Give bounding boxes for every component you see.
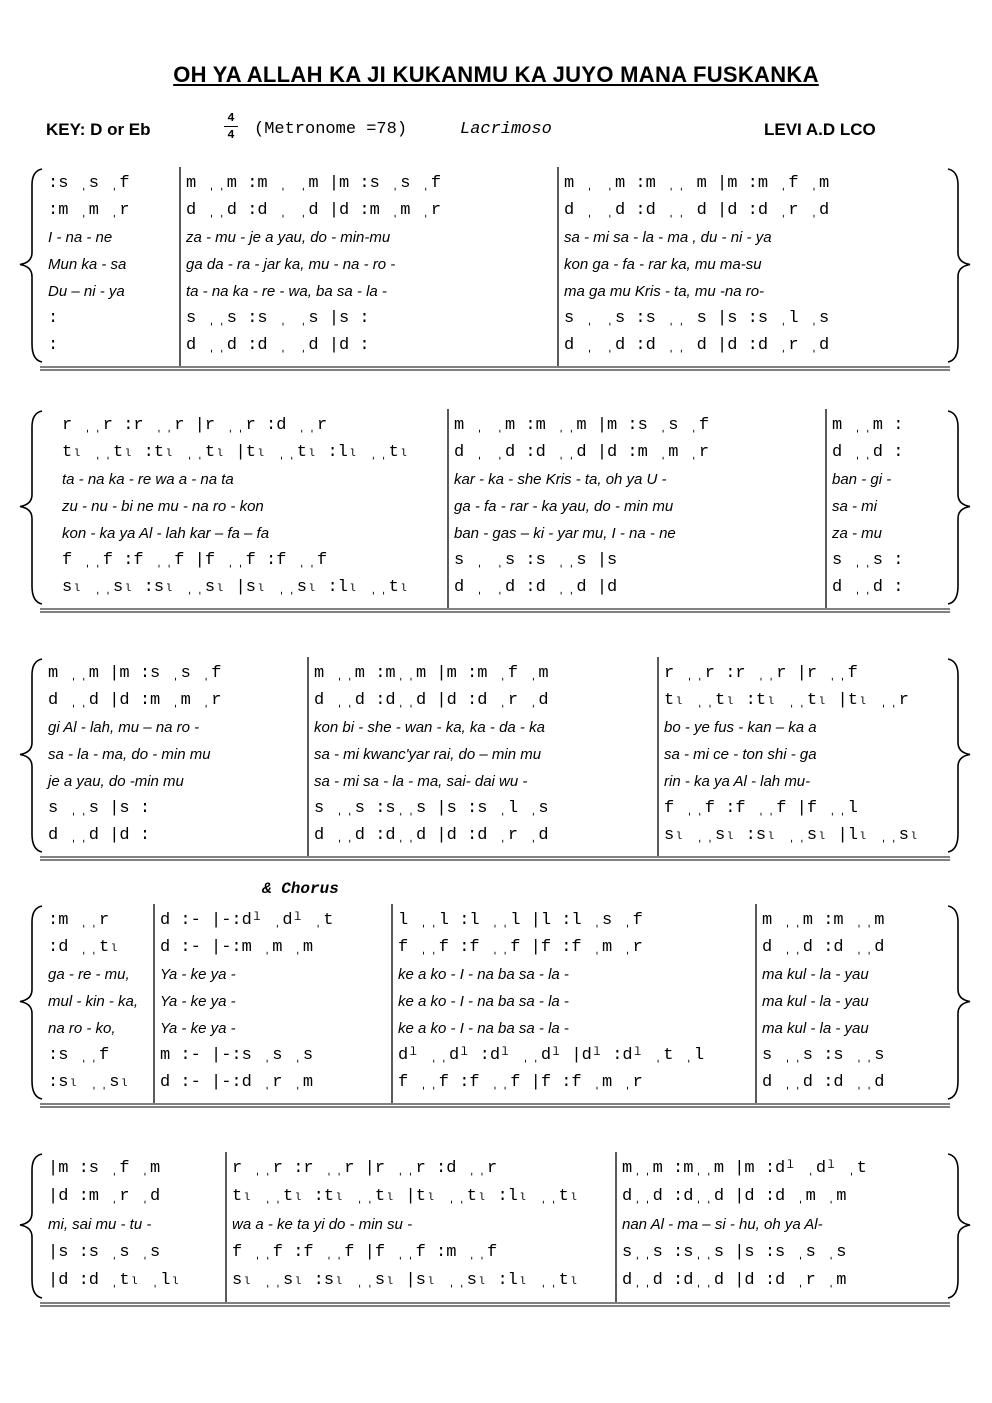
left-brace: [20, 906, 42, 1099]
lyric-line: gi Al - lah, mu – na ro -: [48, 719, 200, 736]
lyric-line: na ro - ko,: [48, 1020, 116, 1037]
sol-fa-notes: d ˌˌd :d ˌ ˌd |d :m ˌm ˌr: [186, 201, 442, 220]
sol-fa-notes: r ˌˌr :r ˌˌr |r ˌˌf: [664, 664, 858, 683]
sol-fa-notes: |d :m ˌr ˌd: [48, 1187, 161, 1206]
lyric-line: ma kul - la - yau: [762, 966, 869, 983]
sol-fa-notes: d ˌˌd :dˌˌd |d :d ˌr ˌd: [314, 691, 549, 710]
sol-fa-notes: s ˌ ˌs :s ˌˌ s |s :s ˌl ˌs: [564, 309, 830, 328]
lyric-line: ban - gi -: [832, 471, 892, 488]
time-signature-line: [224, 126, 238, 127]
left-brace: [20, 411, 42, 604]
sol-fa-notes: s ˌˌs :: [832, 551, 904, 570]
sol-fa-notes: dˌˌd :dˌˌd |d :d ˌr ˌm: [622, 1271, 847, 1290]
time-signature-top: 4: [227, 111, 235, 125]
sol-fa-notes: d ˌˌd :: [832, 578, 904, 597]
right-brace: [948, 411, 970, 604]
lyric-line: mi, sai mu - tu -: [48, 1216, 152, 1233]
lyric-line: ga - re - mu,: [48, 966, 130, 983]
sol-fa-notes: d ˌˌd :dˌˌd |d :d ˌr ˌd: [314, 826, 549, 845]
lyric-line: je a yau, do -min mu: [48, 773, 184, 790]
sol-fa-notes: :m ˌˌr: [48, 911, 110, 930]
sol-fa-notes: m ˌˌm :m ˌ ˌm |m :s ˌs ˌf: [186, 174, 442, 193]
sol-fa-notes: d ˌˌd :d ˌˌd: [762, 1073, 885, 1092]
lyric-line: sa - mi: [832, 498, 877, 515]
sol-fa-notes: d ˌ ˌd :d ˌˌd |d :m ˌm ˌr: [454, 443, 710, 462]
sol-fa-notes: f ˌˌf :f ˌˌf |f ˌˌf :f ˌˌf: [62, 551, 328, 570]
page-title: OH YA ALLAH KA JI KUKANMU KA JUYO MANA FUSKANKA: [173, 62, 819, 87]
lyric-line: bo - ye fus - kan – ka a: [664, 719, 817, 736]
sol-fa-notes: d ˌ ˌd :d ˌˌ d |d :d ˌr ˌd: [564, 201, 830, 220]
sol-fa-notes: d ˌ ˌd :d ˌˌd |d: [454, 578, 618, 597]
lyric-line: ke a ko - I - na ba sa - la -: [398, 966, 569, 983]
sol-fa-notes: dˡ ˌˌdˡ :dˡ ˌˌdˡ |dˡ :dˡ ˌt ˌl: [398, 1046, 705, 1065]
sol-fa-notes: s ˌˌs |s :: [48, 799, 151, 818]
sol-fa-notes: f ˌˌf :f ˌˌf |f ˌˌl: [664, 799, 858, 818]
time-signature: [223, 110, 239, 143]
lyric-line: zu - nu - bi ne mu - na ro - kon: [62, 498, 264, 515]
lyric-line: nan Al - ma – si - hu, oh ya Al-: [622, 1216, 823, 1233]
sol-fa-notes: m ˌˌm :: [832, 416, 904, 435]
lyric-line: ta - na ka - re wa a - na ta: [62, 471, 234, 488]
left-brace: [20, 169, 42, 362]
lyric-line: Ya - ke ya -: [160, 993, 236, 1010]
sol-fa-notes: d ˌˌd :: [832, 443, 904, 462]
lyric-line: kon ga - fa - rar ka, mu ma-su: [564, 256, 762, 273]
system-frame: [18, 165, 974, 374]
sol-fa-notes: sˌˌs :sˌˌs |s :s ˌs ˌs: [622, 1243, 847, 1262]
lyric-line: sa - mi kwanc'yar rai, do – min mu: [314, 746, 542, 763]
sol-fa-notes: d ˌˌd |d :m ˌm ˌr: [48, 691, 222, 710]
lyric-line: ma ga mu Kris - ta, mu -na ro-: [564, 283, 765, 300]
sol-fa-notes: m ˌˌm |m :s ˌs ˌf: [48, 664, 222, 683]
sol-fa-notes: |m :s ˌf ˌm: [48, 1159, 161, 1178]
right-brace: [948, 169, 970, 362]
sol-fa-notes: :s ˌˌf: [48, 1046, 110, 1065]
sol-fa-notes: tₗ ˌˌtₗ :tₗ ˌˌtₗ |tₗ ˌˌr: [664, 691, 910, 710]
lyric-line: mul - kin - ka,: [48, 993, 139, 1010]
sol-fa-system-5: [18, 1150, 974, 1310]
lyric-line: ma kul - la - yau: [762, 1020, 869, 1037]
sol-fa-notes: s ˌˌs :s ˌˌs: [762, 1046, 885, 1065]
lyric-line: sa - la - ma, do - min mu: [48, 746, 211, 763]
right-brace: [948, 659, 970, 852]
sol-fa-system-2: [18, 407, 974, 616]
sol-fa-notes: dˌˌd :dˌˌd |d :d ˌm ˌm: [622, 1187, 847, 1206]
sol-fa-notes: f ˌˌf :f ˌˌf |f ˌˌf :m ˌˌf: [232, 1243, 498, 1262]
sol-fa-notes: tₗ ˌˌtₗ :tₗ ˌˌtₗ |tₗ ˌˌtₗ :lₗ ˌˌtₗ: [232, 1187, 580, 1206]
lyric-line: ke a ko - I - na ba sa - la -: [398, 1020, 569, 1037]
sol-fa-notes: m ˌˌm :mˌˌm |m :m ˌf ˌm: [314, 664, 549, 683]
lyric-line: Mun ka - sa: [48, 256, 127, 273]
sol-fa-notes: sₗ ˌˌsₗ :sₗ ˌˌsₗ |lₗ ˌˌsₗ: [664, 826, 920, 845]
sol-fa-system-4: [18, 902, 974, 1111]
sol-fa-notes: |d :d ˌtₗ ˌlₗ: [48, 1271, 181, 1290]
right-brace: [948, 1154, 970, 1298]
sol-fa-notes: :: [48, 309, 59, 328]
sol-fa-notes: m ˌˌm :m ˌˌm: [762, 911, 885, 930]
tempo-marking: Lacrimoso: [460, 120, 552, 139]
sol-fa-notes: d :- |-:d ˌr ˌm: [160, 1073, 314, 1092]
sol-fa-notes: d :- |-:m ˌm ˌm: [160, 938, 314, 957]
left-brace: [20, 1154, 42, 1298]
lyric-line: Ya - ke ya -: [160, 1020, 236, 1037]
sol-fa-notes: l ˌˌl :l ˌˌl |l :l ˌs ˌf: [398, 911, 643, 930]
lyric-line: za - mu: [832, 525, 883, 542]
lyric-line: ban - gas – ki - yar mu, I - na - ne: [454, 525, 676, 542]
lyric-line: kar - ka - she Kris - ta, oh ya U -: [454, 471, 667, 488]
composer: LEVI A.D LCO: [764, 120, 876, 139]
sol-fa-notes: :s ˌs ˌf: [48, 174, 130, 193]
sol-fa-notes: d ˌˌd :d ˌˌd: [762, 938, 885, 957]
metronome-marking: (Metronome =78): [254, 120, 408, 139]
sol-fa-notes: d ˌˌd :d ˌ ˌd |d :: [186, 336, 370, 355]
lyric-line: kon bi - she - wan - ka, ka - da - ka: [314, 719, 545, 736]
lyric-line: ga - fa - rar - ka yau, do - min mu: [454, 498, 674, 515]
sol-fa-notes: f ˌˌf :f ˌˌf |f :f ˌm ˌr: [398, 938, 643, 957]
chorus-label: & Chorus: [262, 880, 339, 898]
sol-fa-notes: r ˌˌr :r ˌˌr |r ˌˌr :d ˌˌr: [232, 1159, 498, 1178]
key-signature: KEY: D or Eb: [46, 120, 151, 139]
lyric-line: ke a ko - I - na ba sa - la -: [398, 993, 569, 1010]
sol-fa-notes: d :- |-:dˡ ˌdˡ ˌt: [160, 911, 334, 930]
lyric-line: sa - mi ce - ton shi - ga: [664, 746, 817, 763]
sol-fa-notes: d ˌˌd |d :: [48, 826, 151, 845]
sol-fa-notes: m :- |-:s ˌs ˌs: [160, 1046, 314, 1065]
sol-fa-notes: tₗ ˌˌtₗ :tₗ ˌˌtₗ |tₗ ˌˌtₗ :lₗ ˌˌtₗ: [62, 443, 410, 462]
sol-fa-notes: m ˌ ˌm :m ˌˌ m |m :m ˌf ˌm: [564, 174, 830, 193]
sol-fa-system-3: [18, 655, 974, 864]
sol-fa-notes: :: [48, 336, 59, 355]
sol-fa-notes: sₗ ˌˌsₗ :sₗ ˌˌsₗ |sₗ ˌˌsₗ :lₗ ˌˌtₗ: [232, 1271, 580, 1290]
sol-fa-notes: sₗ ˌˌsₗ :sₗ ˌˌsₗ |sₗ ˌˌsₗ :lₗ ˌˌtₗ: [62, 578, 410, 597]
lyric-line: rin - ka ya Al - lah mu-: [664, 773, 811, 790]
lyric-line: ga da - ra - jar ka, mu - na - ro -: [186, 256, 396, 273]
sol-fa-system-1: [18, 165, 974, 374]
sol-fa-notes: mˌˌm :mˌˌm |m :dˡ ˌdˡ ˌt: [622, 1159, 867, 1178]
lyric-line: Du – ni - ya: [48, 283, 125, 300]
lyric-line: za - mu - je a yau, do - min-mu: [186, 229, 391, 246]
lyric-line: wa a - ke ta yi do - min su -: [232, 1216, 413, 1233]
sol-fa-notes: :sₗ ˌˌsₗ: [48, 1073, 130, 1092]
sol-fa-notes: r ˌˌr :r ˌˌr |r ˌˌr :d ˌˌr: [62, 416, 328, 435]
sol-fa-notes: s ˌˌs :s ˌ ˌs |s :: [186, 309, 370, 328]
lyric-line: sa - mi sa - la - ma , du - ni - ya: [564, 229, 772, 246]
left-brace: [20, 659, 42, 852]
lyric-line: sa - mi sa - la - ma, sai- dai wu -: [314, 773, 528, 790]
sol-fa-notes: s ˌ ˌs :s ˌˌs |s: [454, 551, 618, 570]
sol-fa-notes: :d ˌˌtₗ: [48, 938, 120, 957]
sol-fa-notes: :m ˌm ˌr: [48, 201, 130, 220]
lyric-line: ma kul - la - yau: [762, 993, 869, 1010]
lyric-line: I - na - ne: [48, 229, 113, 246]
sol-fa-notes: s ˌˌs :sˌˌs |s :s ˌl ˌs: [314, 799, 549, 818]
right-brace: [948, 906, 970, 1099]
sol-fa-notes: d ˌ ˌd :d ˌˌ d |d :d ˌr ˌd: [564, 336, 830, 355]
time-signature-bottom: 4: [227, 128, 235, 142]
lyric-line: Ya - ke ya -: [160, 966, 236, 983]
sol-fa-notes: |s :s ˌs ˌs: [48, 1243, 161, 1262]
sol-fa-notes: m ˌ ˌm :m ˌˌm |m :s ˌs ˌf: [454, 416, 710, 435]
lyric-line: ta - na ka - re - wa, ba sa - la -: [186, 283, 387, 300]
sol-fa-notes: f ˌˌf :f ˌˌf |f :f ˌm ˌr: [398, 1073, 643, 1092]
lyric-line: kon - ka ya Al - lah kar – fa – fa: [62, 525, 270, 542]
